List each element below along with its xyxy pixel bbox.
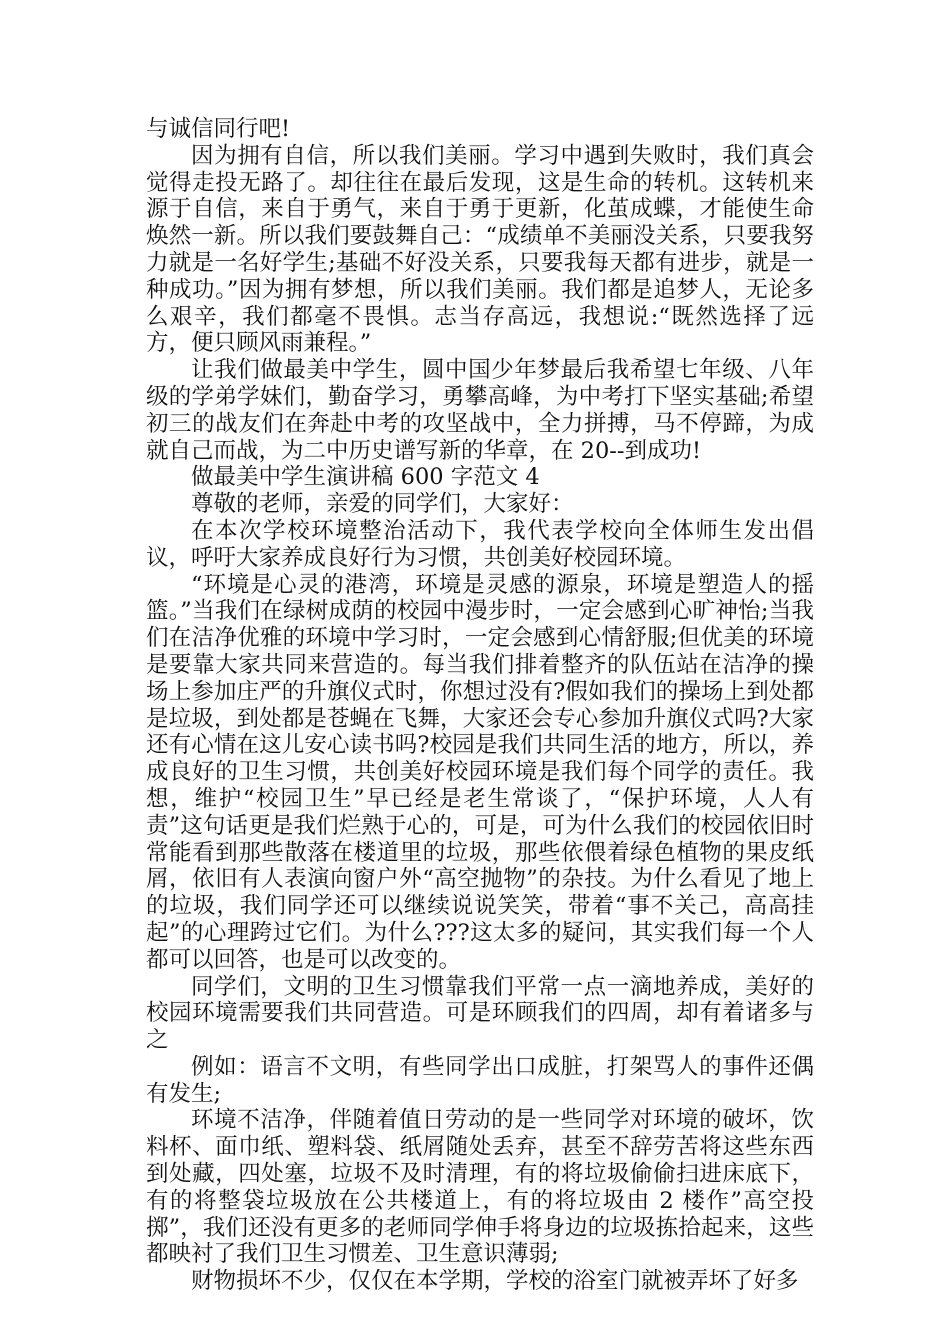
paragraph-6: 在本次学校环境整治活动下，我代表学校向全体师生发出倡议，呼吁大家养成良好行为习惯，共创美好校园环境。: [146, 517, 814, 571]
paragraph-11: 财物损坏不少，仅仅在本学期，学校的浴室门就被弄坏了好多: [191, 1268, 799, 1295]
document-page: [146, 116, 814, 1295]
paragraph-10: 环境不洁净，伴随着值日劳动的是一些同学对环境的破坏，饮料杯、面巾纸、塑料袋、纸屑随处丢弃，甚至不辞劳苦将这些东西到处藏，四处塞，垃圾不及时清理，有的将垃圾偷偷扫进床底下，有的将整袋垃圾放在公共楼道上，有的将垃圾由 2 楼作”高空投掷”，我们还没有更多的老师同学伸手将身边的垃圾拣拾起来，这些都映衬了我们卫生习惯差、卫生意识薄弱;: [146, 1107, 814, 1268]
paragraph-2: 因为拥有自信，所以我们美丽。学习中遇到失败时，我们真会觉得走投无路了。却往往在最后发现，这是生命的转机。这转机来源于自信，来自于勇气，来自于勇于更新，化茧成蝶，才能使生命焕然一新。所以我们要鼓舞自己：“成绩单不美丽没关系，只要我努力就是一名好学生;基础不好没关系，只要我每天都有进步，就是一种成功。”因为拥有梦想，所以我们美丽。我们都是追梦人，无论多么艰辛，我们都毫不畏惧。志当存高远，我想说:“既然选择了远方，便只顾风雨兼程。”: [146, 142, 814, 357]
greeting: 尊敬的老师，亲爱的同学们，大家好：: [191, 491, 574, 518]
paragraph-9: 例如：语言不文明，有些同学出口成脏，打架骂人的事件还偶有发生;: [146, 1053, 814, 1107]
section-heading: 做最美中学生演讲稿 600 字范文 4: [191, 464, 540, 491]
paragraph-3: 让我们做最美中学生，圆中国少年梦最后我希望七年级、八年级的学弟学妹们，勤奋学习，勇攀高峰，为中考打下坚实基础;希望初三的战友们在奔赴中考的攻坚战中，全力拼搏，马不停蹄，为成就自己而战，为二中历史谱写新的华章，在 20--到成功!: [146, 357, 814, 464]
paragraph-8: 同学们，文明的卫生习惯靠我们平常一点一滴地养成，美好的校园环境需要我们共同营造。可是环顾我们的四周，却有着诸多与之: [146, 973, 814, 1054]
paragraph-1: 与诚信同行吧!: [146, 116, 291, 142]
paragraph-7: “环境是心灵的港湾，环境是灵感的源泉，环境是塑造人的摇篮。”当我们在绿树成荫的校园中漫步时，一定会感到心旷神怡;当我们在洁净优雅的环境中学习时，一定会感到心情舒服;但优美的环境是要靠大家共同来营造的。每当我们排着整齐的队伍站在洁净的操场上参加庄严的升旗仪式时，你想过没有?假如我们的操场上到处都是垃圾，到处都是苍蝇在飞舞，大家还会专心参加升旗仪式吗?大家还有心情在这儿安心读书吗?校园是我们共同生活的地方，所以，养成良好的卫生习惯，共创美好校园环境是我们每个同学的责任。我想，维护“校园卫生”早已经是老生常谈了，“保护环境，人人有责”这句话更是我们烂熟于心的，可是，可为什么我们的校园依旧时常能看到那些散落在楼道里的垃圾，那些依偎着绿色植物的果皮纸屑，依旧有人表演向窗户外“高空抛物”的杂技。为什么看见了地上的垃圾，我们同学还可以继续说说笑笑，带着“事不关己，高高挂起”的心理跨过它们。为什么???这太多的疑问，其实我们每一个人都可以回答，也是可以改变的。: [146, 571, 814, 973]
